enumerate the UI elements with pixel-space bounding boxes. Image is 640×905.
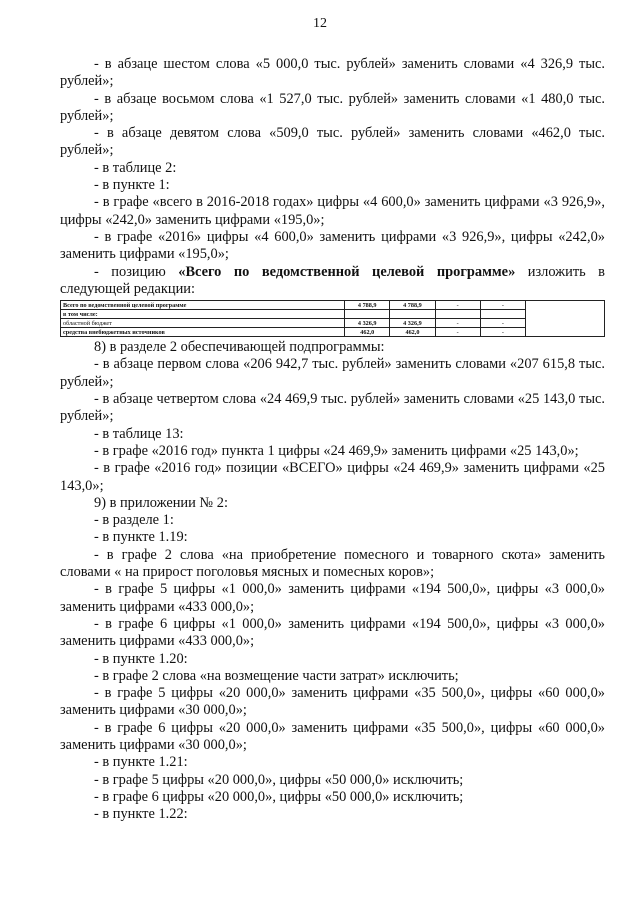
page-number: 12	[313, 16, 327, 31]
paragraph: - в разделе 1:	[94, 512, 174, 529]
table-cell-value: 4 788,9	[345, 301, 390, 310]
table-cell-value	[435, 310, 480, 319]
position-suffix: изложить в следующей редакции:	[60, 263, 605, 297]
table-cell-value	[345, 310, 390, 319]
paragraph: - в пункте 1.22:	[94, 806, 188, 823]
table-cell-value: -	[435, 301, 480, 310]
paragraph: - в пункте 1:	[94, 177, 170, 194]
table-cell-label: областной бюджет	[61, 319, 345, 328]
table-cell-value	[390, 310, 435, 319]
paragraph: - в графе «2016» цифры «4 600,0» заменить цифрами «3 926,9», цифры «242,0» заменить цифрами «195,0»;	[60, 228, 605, 263]
paragraph: - в графе 5 цифры «20 000,0», цифры «50 000,0» исключить;	[94, 771, 464, 788]
paragraph: 9) в приложении № 2:	[94, 494, 228, 511]
paragraph: - в абзаце восьмом слова «1 527,0 тыс. рублей» заменить словами «1 480,0 тыс. рублей»;	[60, 90, 605, 124]
position-bold-text: «Всего по ведомственной целевой программе»	[178, 263, 516, 280]
budget-table	[60, 300, 605, 337]
paragraph: - в графе 5 цифры «1 000,0» заменить цифрами «194 500,0», цифры «3 000,0» заменить цифрами «433 000,0»;	[60, 581, 605, 615]
table-cell-value: -	[435, 319, 480, 328]
table-row	[61, 301, 605, 310]
paragraph: - в абзаце шестом слова «5 000,0 тыс. рублей» заменить словами «4 326,9 тыс. рублей»;	[60, 56, 605, 90]
paragraph: - в графе 5 цифры «20 000,0» заменить цифрами «35 500,0», цифры «60 000,0» заменить цифрами «30 000,0»;	[60, 685, 605, 719]
paragraph: - в графе 6 цифры «20 000,0» заменить цифрами «35 500,0», цифры «60 000,0» заменить цифрами «30 000,0»;	[60, 719, 605, 753]
table-cell-value: -	[480, 301, 525, 310]
table-cell-value: 462,0	[345, 328, 390, 337]
paragraph: - в графе 2 слова «на приобретение помесного и товарного скота» заменить словами « на прирост поголовья мясных и помесных коров»;	[60, 546, 605, 581]
table-cell-value: 4 326,9	[345, 319, 390, 328]
table-cell-value: -	[480, 319, 525, 328]
paragraph: - в графе «2016 год» позиции «ВСЕГО» цифры «24 469,9» заменить цифрами «25 143,0»;	[60, 460, 605, 494]
table-cell-label: Всего по ведомственной целевой программе	[61, 301, 345, 310]
paragraph: - в пункте 1.19:	[94, 529, 188, 546]
paragraph: - в абзаце четвертом слова «24 469,9 тыс. рублей» заменить словами «25 143,0 тыс. рублей»;	[60, 391, 605, 425]
position-prefix: - позицию	[94, 263, 179, 280]
paragraph: - в графе 2 слова «на возмещение части затрат» исключить;	[94, 667, 459, 684]
paragraph: - в таблице 13:	[94, 425, 184, 442]
position-paragraph	[60, 264, 605, 299]
budget-table-wrapper	[60, 300, 605, 337]
paragraph: - в графе «всего в 2016-2018 годах» цифры «4 600,0» заменить цифрами «3 926,9», цифры «242,0» заменить цифрами «195,0»;	[60, 194, 605, 228]
document-body	[60, 56, 605, 823]
table-cell-value: 4 788,9	[390, 301, 435, 310]
paragraph: 8) в разделе 2 обеспечивающей подпрограммы:	[94, 339, 385, 356]
table-cell-label: в том числе:	[61, 310, 345, 319]
table-cell-value	[480, 310, 525, 319]
table-cell-value: -	[435, 328, 480, 337]
paragraph: - в абзаце первом слова «206 942,7 тыс. рублей» заменить словами «207 615,8 тыс. рублей»;	[60, 356, 605, 390]
table-row	[61, 319, 605, 328]
paragraph: - в пункте 1.21:	[94, 754, 188, 771]
table-cell-value: -	[480, 328, 525, 337]
paragraph: - в таблице 2:	[94, 159, 177, 176]
paragraph: - в абзаце девятом слова «509,0 тыс. рублей» заменить словами «462,0 тыс. рублей»;	[60, 125, 605, 159]
table-cell-label: средства внебюджетных источников	[61, 328, 345, 337]
table-row	[61, 328, 605, 337]
paragraph: - в пункте 1.20:	[94, 650, 188, 667]
paragraph: - в графе «2016 год» пункта 1 цифры «24 469,9» заменить цифрами «25 143,0»;	[94, 442, 579, 459]
paragraph: - в графе 6 цифры «20 000,0», цифры «50 000,0» исключить;	[94, 788, 464, 805]
table-cell-blank	[526, 301, 605, 337]
table-cell-value: 462,0	[390, 328, 435, 337]
paragraph: - в графе 6 цифры «1 000,0» заменить цифрами «194 500,0», цифры «3 000,0» заменить цифрами «433 000,0»;	[60, 615, 605, 650]
table-row	[61, 310, 605, 319]
table-cell-value: 4 326,9	[390, 319, 435, 328]
